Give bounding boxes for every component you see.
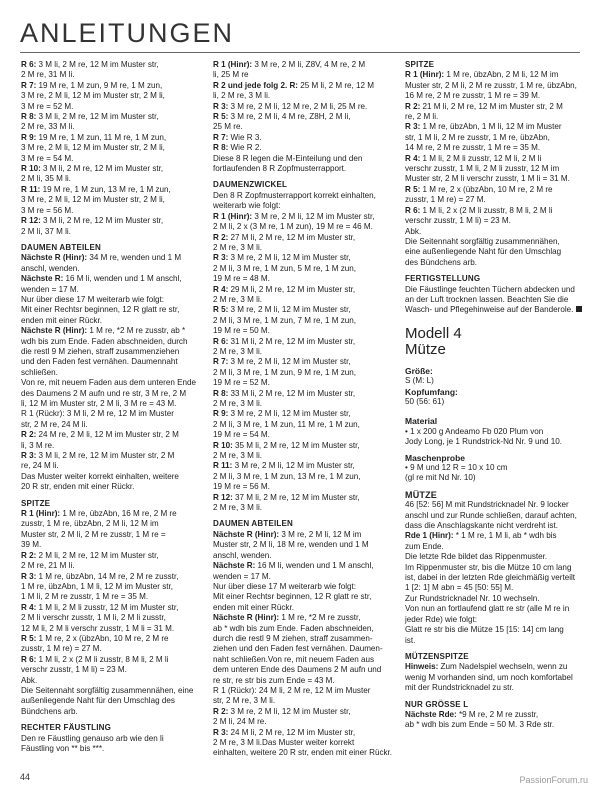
text-line: 39 M. — [21, 540, 42, 550]
text-line: 46 [52: 56] M mit Rundstricknadel Nr. 9 locker — [405, 500, 569, 510]
text-line: und den Faden fest vernähen. Daumennaht — [21, 357, 178, 367]
text-line: li, 12 M im Muster str, 2 M li, 3 M re = 43 M. — [21, 399, 177, 408]
text-line: anschl und zur Runde schließen, darauf achten, — [405, 510, 577, 520]
text-line: 2 M re, 33 M li. — [21, 122, 75, 132]
text-line: dass die Anschlagskante nicht verdreht ist. — [405, 521, 558, 531]
text-line: R 3: 3 M re, 2 M li, 12 M re, 2 M li, 25 M re. — [213, 101, 368, 111]
text-line: die restl 9 M ziehen, straff zusammenziehen — [21, 346, 180, 356]
column-2 — [213, 60, 393, 764]
text-line: des Daumens 2 M aufn und re str, 3 M re, 2 M — [21, 388, 187, 398]
muetze-block — [405, 500, 587, 646]
text-line: 19 M re = 52 M. — [213, 378, 270, 388]
text-line: R 12: 3 M li, 2 M re, 12 M im Muster str, — [21, 216, 164, 226]
text-line: R 2 und jede folg 2. R: 25 M li, 2 M re, 12 M — [213, 80, 375, 90]
text-line: Muster str, 2 M li, 2 M re zusstr, 1 M re, übzAbn, — [405, 80, 577, 90]
section-heading: SPITZE — [21, 498, 51, 508]
text-line: schließen. — [21, 367, 58, 377]
text-line: Im Rippenmuster str, bis die Mütze 10 cm lang — [405, 562, 572, 572]
text-line: R 10: 35 M li, 2 M re, 12 M im Muster str, — [213, 440, 360, 450]
section-heading: FERTIGSTELLUNG — [405, 274, 481, 284]
text-line: verschr zusstr, 1 M li, 2 M li zusstr, 12 M im — [405, 164, 560, 174]
text-line: R 7: 19 M re, 1 M zun, 9 M re, 1 M zun, — [21, 80, 163, 90]
text-line: 1 [2: 1] M abn = 45 [50: 55] M. — [405, 583, 514, 593]
text-line: Abk. — [21, 675, 38, 685]
text-line: 3 M re, 2 M li, 12 M im Muster str, 2 M li, — [21, 91, 165, 101]
text-line: 2 M li, 24 M re. — [213, 717, 267, 727]
text-line: anschl, wenden. — [21, 263, 80, 273]
text-line: zusstr, 1 M re, übzAbn, 2 M li, 12 M im — [21, 519, 159, 529]
text-line: str, 2 M re, 24 M li. — [21, 419, 88, 429]
end-square-icon — [576, 306, 582, 312]
text-line: ist. — [405, 635, 416, 645]
text-line: mit der Rundstricknadel zu str. — [405, 683, 514, 693]
section-heading: NUR GRÖSSE L — [405, 699, 469, 709]
text-line: R 6: 31 M li, 2 M re, 12 M im Muster str, — [213, 336, 356, 346]
text-line: 2 M li, 2 x (3 M re, 1 M zun), 19 M re = 46 M. — [213, 222, 373, 232]
text-line: Nächste R: 16 M li, wenden und 1 M anschl, — [21, 274, 182, 284]
text-line: R 2: 21 M li, 2 M re, 12 M im Muster str, 2 M — [405, 101, 563, 111]
text-line: R 2: 27 M li, 2 M re, 12 M im Muster str, — [213, 232, 356, 242]
text-line: durch die restl 9 M ziehen, straff zusammen- — [213, 633, 373, 643]
text-line: 3 M re = 56 M. — [21, 205, 74, 215]
text-line: R 5: 3 M re, 2 M li, 4 M re, Z8H, 2 M li, — [213, 112, 351, 122]
text-line: R 4: 1 M li, 2 M li zusstr, 12 M li, 2 M li — [405, 153, 542, 163]
section-heading: MÜTZE — [405, 489, 437, 500]
spitze-block — [405, 70, 587, 268]
text-line: 19 M re = 54 M. — [213, 430, 270, 440]
text-line: Den re Fäustling genauso arb wie den li — [21, 733, 164, 743]
text-line: ab * wdh bis zum Ende. Faden abschneiden, — [213, 623, 374, 633]
text-line: Das Muster weiter korrekt einhalten, weitere — [21, 471, 179, 481]
text-line: zum Ende. — [405, 541, 444, 551]
text-line: R 9: 19 M re, 1 M zun, 11 M re, 1 M zun, — [21, 132, 167, 142]
text-line: Bündchens arb. — [21, 706, 78, 716]
daumen-block — [21, 253, 201, 492]
section-heading: DAUMENZWICKEL — [213, 180, 288, 190]
text-line: dem unteren Ende des Daumens 2 M aufn und — [213, 665, 382, 675]
maschenprobe-label: Maschenprobe — [405, 452, 465, 463]
text-line: R 2: 2 M li, 2 M re, 12 M im Muster str, — [21, 550, 159, 560]
text-line: Die Seitennaht sorgfältig zusammennähen, — [405, 236, 560, 246]
text-line: fortlaufenden 8 R Zopfmusterrapport. — [213, 164, 347, 174]
header-rule — [20, 52, 580, 53]
text-line: 3 M re = 52 M. — [21, 101, 74, 111]
material-label: Material — [405, 416, 438, 427]
text-line: Fäustling von ** bis ***. — [21, 744, 105, 753]
text-line: R 2: 24 M re, 2 M li, 12 M im Muster str, 2 M — [21, 430, 179, 440]
text-line: 2 M re, 3 M li. — [213, 451, 263, 461]
text-line: Nächste R: 16 M li, wenden und 1 M anschl, — [213, 561, 374, 571]
text-line: 2 M re, 31 M li. — [21, 70, 75, 80]
text-line: R 4: 1 M li, 2 M li zusstr, 12 M im Muster str, — [21, 602, 179, 612]
fertig-block — [405, 285, 587, 316]
text-line: R 3: 3 M re, 2 M li, 12 M im Muster str, — [213, 253, 351, 263]
text-line: li, 3 M re. — [21, 440, 55, 450]
text-line: 2 M li verschr zusstr, 1 M li, 2 M li zusstr, — [21, 613, 166, 623]
text-line: naht schließen.Von re, mit neuem Faden aus — [213, 654, 375, 664]
text-line: Glatt re str bis die Mütze 15 [15: 14] cm lang — [405, 625, 564, 635]
section-heading: MÜTZENSPITZE — [405, 651, 469, 661]
text-line: Nächste Rde: *9 M re, 2 M re zusstr, — [405, 709, 539, 719]
text-line: 14 M re, 2 M re zusstr, 1 M re = 35 M. — [405, 143, 541, 153]
text-line: 2 M re, 21 M li. — [21, 561, 75, 571]
text-line: R 8: Wie R 2. — [213, 143, 262, 153]
text-line: re str, re str bis zum Ende = 43 M. — [213, 675, 335, 685]
kopfumfang-label: Kopfumfang: — [405, 386, 458, 397]
text-line: Muster str, 2 M li verschr zusstr, 1 M li = 31 M. — [405, 174, 570, 184]
text-line: 2 M li, 3 M re, 1 M zun, 11 M re, 1 M zun, — [213, 419, 360, 429]
spitzen-block — [405, 662, 587, 693]
rows-block — [21, 60, 201, 237]
text-line: 20 R str, enden mit einer Rückr. — [21, 482, 135, 492]
text-line: li, 2 M re, 3 M li. — [213, 91, 271, 101]
text-line: re, 24 M li. — [21, 461, 59, 471]
text-line: R 6: 1 M li, 2 x (2 M li zusstr, 8 M li, 2 M li — [21, 654, 169, 664]
text-line: 2 M re, 3 M li. — [213, 242, 263, 252]
text-line: 19 M re = 48 M. — [213, 274, 270, 284]
text-line: Nur über diese 17 M weiterarb wie folgt: — [213, 581, 357, 591]
text-line: Die Seitennaht sorgfältig zusammennähen, eine — [21, 685, 194, 695]
text-line: 16 M re, 2 M re zusstr, 1 M re = 39 M. — [405, 91, 541, 101]
text-line: str, 2 M re, 3 M li. — [213, 696, 276, 706]
text-line: Diese 8 R legen die M-Einteilung und den — [213, 153, 363, 163]
text-line: R 8: 3 M li, 2 M re, 12 M im Muster str, — [21, 112, 159, 122]
text-line: weiterarb wie folgt: — [213, 201, 281, 211]
text-line: • 9 M und 12 R = 10 x 10 cm — [405, 463, 508, 472]
text-line: des Bündchens arb. — [405, 257, 477, 267]
text-line: R 4: 29 M li, 2 M re, 12 M im Muster str, — [213, 284, 356, 294]
text-line: R 8: 33 M li, 2 M re, 12 M im Muster str, — [213, 388, 356, 398]
text-line: Hinweis: Zum Nadelspiel wechseln, wenn zu — [405, 662, 568, 672]
spitze-block — [21, 509, 201, 717]
text-line: 2 M li, 3 M re, 1 M zun, 5 M re, 1 M zun, — [213, 263, 357, 273]
text-line: 12 M li, 2 M li verschr zusstr, 1 M li = 31 M. — [21, 623, 175, 633]
text-line: Nur über diese 17 M weiterarb wie folgt: — [21, 294, 165, 304]
text-line: 2 M li, 3 M re, 1 M zun, 7 M re, 1 M zun, — [213, 315, 357, 325]
text-line: 2 M re, 3 M li. — [213, 399, 263, 408]
text-line: R 5: 3 M re, 2 M li, 12 M im Muster str, — [213, 305, 351, 315]
text-line: 2 M re, 3 M li. — [213, 346, 263, 356]
text-line: einhalten, weitere 20 R str, enden mit einer Rückr. — [213, 748, 393, 758]
text-line: R 7: Wie R 3. — [213, 132, 262, 142]
text-line: li, 25 M re — [213, 70, 249, 80]
text-line: re, 2 M li. — [405, 112, 439, 122]
text-line: Von nun an fortlaufend glatt re str (alle M re in — [405, 604, 570, 614]
daumen-block — [213, 530, 393, 759]
text-line: verschr zusstr, 1 M li) = 23 M. — [405, 216, 511, 226]
text-line: an der Luft trocknen lassen. Beachten Sie die — [405, 294, 569, 304]
text-line: Muster str, 2 M li, 18 M re, wenden und 1 M — [213, 540, 369, 550]
rechter-block — [21, 734, 201, 755]
text-line: Nächste R (Hinr): 34 M re, wenden und 1 M — [21, 253, 182, 263]
text-line: R 6: 1 M li, 2 x (2 M li zusstr, 8 M li, 2 M li — [405, 205, 553, 215]
text-line: R 11: 19 M re, 1 M zun, 13 M re, 1 M zun, — [21, 184, 171, 194]
page-header: ANLEITUNGEN — [20, 18, 235, 48]
text-line: Nächste R (Hinr): 1 M re, *2 M re zusstr, — [213, 613, 361, 623]
text-line: Muster str, 2 M li, 2 M re zusstr, 1 M re = — [21, 529, 166, 539]
text-line: zusstr, 1 M re) = 27 M. — [405, 195, 486, 205]
text-line: wenden = 17 M. — [21, 284, 79, 294]
text-line: R 12: 37 M li, 2 M re, 12 M im Muster str, — [213, 492, 360, 502]
text-line: Die Fäustlinge feuchten Tüchern abdecken und — [405, 284, 575, 294]
text-line: 19 M re = 56 M. — [213, 482, 270, 492]
text-line: R 1 (Rückr): 3 M li, 2 M re, 12 M im Muster — [21, 409, 174, 419]
text-line: wenden = 17 M. — [213, 571, 271, 581]
text-line: ab * wdh bis zum Ende = 50 M. 3 Rde str. — [405, 720, 555, 730]
text-line: Mit einer Rechtsr beginnen, 12 R glatt re str, — [21, 305, 180, 315]
zwickel-block — [213, 191, 393, 514]
text-line: R 7: 3 M re, 2 M li, 12 M im Muster str, — [213, 357, 351, 367]
text-line: R 9: 3 M re, 2 M li, 12 M im Muster str, — [213, 409, 351, 419]
text-line: 25 M re. — [213, 122, 243, 132]
material-block — [405, 427, 587, 448]
text-line: R 1 (Hinr): 1 M re, übzAbn, 2 M li, 12 M im — [405, 70, 559, 80]
text-line: R 3: 24 M li, 2 M re, 12 M im Muster str, — [213, 727, 356, 737]
text-line: R 3: 3 M li, 2 M re, 12 M im Muster str, 2 M — [21, 451, 175, 461]
text-line: 19 M re = 50 M. — [213, 326, 270, 336]
column-3 — [405, 60, 587, 736]
text-line: Von re, mit neuem Faden aus dem unteren Ende — [21, 378, 197, 388]
text-line: ziehen und den Faden fest vernähen. Daumen- — [213, 644, 383, 654]
text-line: 3 M re = 54 M. — [21, 153, 74, 163]
section-heading: RECHTER FÄUSTLING — [21, 723, 112, 733]
text-line: R 5: 1 M re, 2 x (übzAbn, 10 M re, 2 M re — [405, 184, 553, 194]
text-line: R 11: 3 M re, 2 M li, 12 M im Muster str, — [213, 461, 355, 471]
text-line: Zur Rundstricknadel Nr. 10 wechseln. — [405, 593, 540, 603]
groesse-label: Größe: — [405, 365, 433, 376]
text-line: enden mit einer Rückr. — [213, 602, 294, 612]
text-line: (gl re mit Nd Nr. 10) — [405, 473, 476, 483]
text-line: eine außenliegende Naht für den Umschlag — [405, 247, 562, 257]
text-line: R 3: 1 M re, übzAbn, 14 M re, 2 M re zusstr, — [21, 571, 179, 581]
text-line: 3 M re, 2 M li, 12 M im Muster str, 2 M li, — [21, 143, 165, 153]
text-line: Die letzte Rde bildet das Rippenmuster. — [405, 552, 548, 562]
text-line: R 1 (Hinr): 1 M re, übzAbn, 16 M re, 2 M re — [21, 509, 177, 519]
kopfumfang-value: 50 (56: 61) — [405, 396, 445, 406]
text-line: jeder Rde) wie folgt: — [405, 614, 477, 624]
text-line: 1 M re, übzAbn, 1 M li, 12 M im Muster str, — [21, 581, 174, 591]
text-line: enden mit einer Rückr. — [21, 315, 102, 325]
text-line: Abk. — [405, 226, 422, 236]
groesse-value: S (M: L) — [405, 376, 434, 386]
text-line: 2 M li, 3 M re, 1 M zun, 13 M re, 1 M zun, — [213, 471, 361, 481]
text-line: 2 M li, 37 M li. — [21, 226, 71, 236]
section-heading: SPITZE — [405, 60, 435, 69]
text-line: R 1 (Hinr): 3 M re, 2 M li, 12 M im Muster str, — [213, 211, 375, 221]
text-line: R 2: 3 M re, 2 M li, 12 M im Muster str, — [213, 706, 351, 716]
text-line: 1 M li, 2 M re zusstr, 1 M re = 35 M. — [21, 592, 149, 602]
text-line: Rde 1 (Hinr): * 1 M re, 1 M li, ab * wdh bis — [405, 531, 557, 541]
text-line: Mit einer Rechtsr beginnen, 12 R glatt re str, — [213, 592, 372, 602]
text-line: zusstr, 1 M re) = 27 M. — [21, 644, 102, 654]
text-line: Den 8 R Zopfmusterrapport korrekt einhalten, — [213, 190, 376, 200]
text-line: Nächste R (Hinr): 3 M re, 2 M li, 12 M im — [213, 529, 362, 539]
text-line: wenig M vorhanden sind, um noch komfortabel — [405, 672, 573, 682]
model-title: Modell 4 Mütze — [405, 324, 462, 358]
text-line: verschr zusstr, 1 M li) = 23 M. — [21, 665, 127, 675]
section-heading: DAUMEN ABTEILEN — [21, 242, 102, 252]
nur-block — [405, 710, 587, 731]
text-line: 2 M li, 3 M re, 1 M zun, 9 M re, 1 M zun, — [213, 367, 357, 377]
text-line: R 3: 1 M re, übzAbn, 1 M li, 12 M im Muster — [405, 122, 562, 132]
text-line: 2 M re, 3 M li. — [213, 294, 263, 304]
column-1 — [21, 60, 201, 759]
text-line: 3 M re, 2 M li, 12 M im Muster str, 2 M li, — [21, 195, 165, 205]
text-line: Jody Long, je 1 Rundstrick-Nd Nr. 9 und 10. — [405, 437, 563, 447]
text-line: Nächste R (Hinr): 1 M re, *2 M re zusstr, ab * — [21, 326, 186, 336]
text-line: R 6: 3 M li, 2 M re, 12 M im Muster str, — [21, 60, 159, 69]
text-line: R 1 (Rückr): 24 M li, 2 M re, 12 M im Muster — [213, 685, 371, 695]
text-line: wdh bis zum Ende. Faden abschneiden, durch — [21, 336, 188, 346]
text-line: 2 M re, 3 M li. — [213, 503, 263, 513]
text-line: R 1 (Hinr): 3 M re, 2 M li, Z8V, 4 M re, 2 M — [213, 60, 366, 69]
text-line: anschl, wenden. — [213, 550, 272, 560]
text-line: R 5: 1 M re, 2 x (übzAbn, 10 M re, 2 M re — [21, 633, 169, 643]
text-line: • 1 x 200 g Andeamo Fb 020 Plum von — [405, 426, 544, 436]
page-number: 44 — [20, 772, 31, 782]
text-line: 2 M re, 3 M li.Das Muster weiter korrekt — [213, 738, 355, 747]
maschenprobe-block — [405, 463, 587, 484]
text-line: außenliegende Naht für den Umschlag des — [21, 696, 175, 706]
text-line: Wasch- und Pflegehinweise auf der Banderole. — [405, 305, 587, 315]
site-watermark: PassionForum.ru — [519, 775, 588, 785]
text-line: str, 1 M li, 2 M re zusstr, 1 M re, übzAbn, — [405, 132, 550, 142]
text-line: ist, dabei in der letzten Rde gleichmäßig verteilt — [405, 573, 576, 583]
text-line: 2 M li, 35 M li. — [21, 174, 71, 184]
section-heading: DAUMEN ABTEILEN — [213, 519, 294, 529]
text-line: R 10: 3 M li, 2 M re, 12 M im Muster str, — [21, 164, 164, 174]
rows-block — [213, 60, 393, 174]
